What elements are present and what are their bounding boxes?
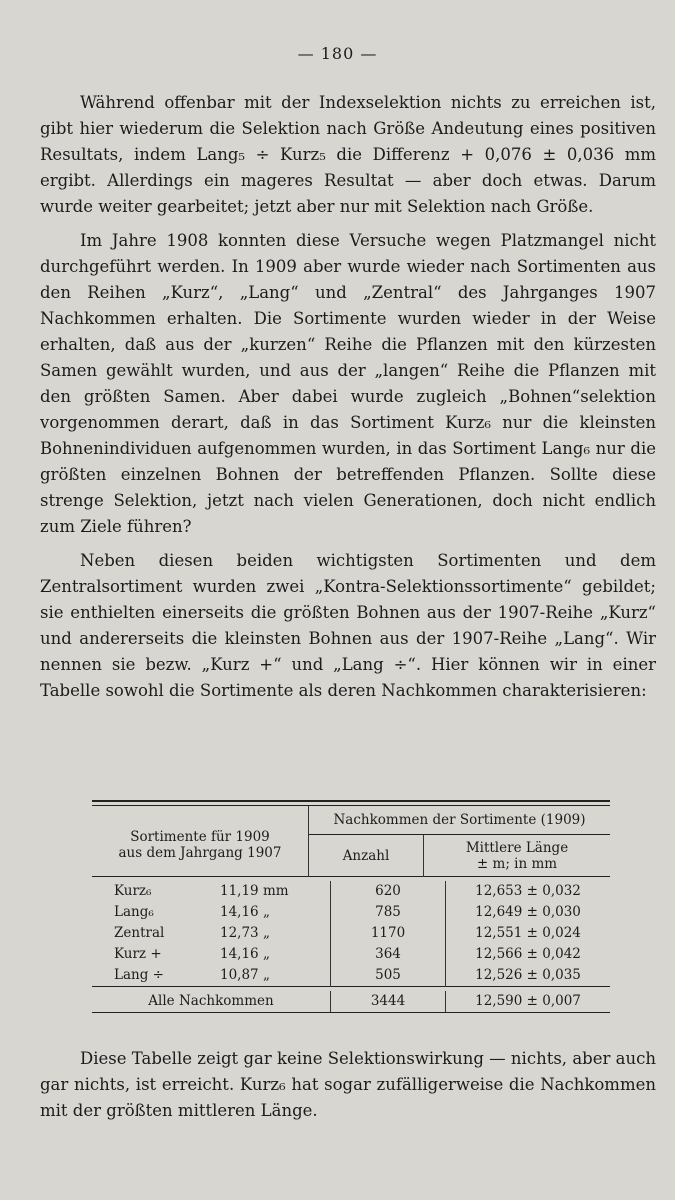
header-laenge <box>424 835 611 877</box>
cell-anzahl: 364 <box>331 944 446 965</box>
cell-anzahl: 620 <box>331 881 446 902</box>
cell-sortiment: Zentral <box>114 925 165 941</box>
cell-total-laenge: 12,590 ± 0,007 <box>475 993 581 1009</box>
cell-laenge: 12,649 ± 0,030 <box>475 904 581 920</box>
paragraph-3: Neben diesen beiden wichtigsten Sortimenten und dem Zentralsortiment wurden zwei „Kontra-Selektionssortimente“ gebildet; sie enthielten einerseits die größten Bohnen aus der 1907-Reihe „Kurz“ und andererseits die kleinsten Bohnen aus der 1907-Reihe „Lang“. Wir nennen sie bezw. „Kurz +“ und „Lang ÷“. Hier können wir in einer Tabelle sowohl die Sortimente als deren Nachkommen charakterisieren: <box>40 551 656 700</box>
cell-laenge: 12,526 ± 0,035 <box>475 967 581 983</box>
table-total-row <box>92 991 610 1012</box>
cell-sortiment: Kurz₆ <box>114 883 152 899</box>
paragraph-4: Diese Tabelle zeigt gar keine Selektionswirkung — nichts, aber auch gar nichts, ist erreicht. Kurz₆ hat sogar zufälligerweise die Nachkommen mit der größten mittleren Länge. <box>40 1049 656 1120</box>
cell-size: 11,19 mm <box>220 881 331 902</box>
header-laenge-line1: Mittlere Länge <box>465 839 569 856</box>
cell-size: 10,87 „ <box>220 965 331 987</box>
header-nachkommen: Nachkommen der Sortimente (1909) <box>309 806 611 835</box>
cell-total-anzahl: 3444 <box>331 991 446 1012</box>
table-row <box>92 923 610 944</box>
page-number: — 180 — <box>297 44 378 63</box>
table-row <box>92 881 610 902</box>
header-sortimente-line2: aus dem Jahrgang 1907 <box>118 845 282 861</box>
cell-anzahl: 1170 <box>331 923 446 944</box>
cell-laenge: 12,551 ± 0,024 <box>475 925 581 941</box>
body-text-after-table <box>40 1046 656 1132</box>
cell-size: 14,16 „ <box>220 944 331 965</box>
table-row <box>92 965 610 987</box>
paragraph-2: Im Jahre 1908 konnten diese Versuche wegen Platzmangel nicht durchgeführt werden. In 1909 aber wurde wieder nach Sortimenten aus den Reihen „Kurz“, „Lang“ und „Zentral“ des Jahrganges 1907 Nachkommen erhalten. Die Sortimente wurden wieder in der Weise erhalten, daß aus der „kurzen“ Reihe die Pflanzen mit den kürzesten Samen gewählt wurden, und aus der „langen“ Reihe die Pflanzen mit den größten Samen. Aber dabei wurde zugleich „Bohnen“selektion vorgenommen derart, daß in das Sortiment Kurz₆ nur die kleinsten Bohnenindividuen aufgenommen wurden, in das Sortiment Lang₆ nur die größten einzelnen Bohnen der betreffenden Pflanzen. Sollte diese strenge Selektion, jetzt nach vielen Generationen, doch nicht endlich zum Ziele führen? <box>40 231 656 536</box>
cell-anzahl: 785 <box>331 902 446 923</box>
table-row <box>92 902 610 923</box>
paragraph-1: Während offenbar mit der Indexselektion nichts zu erreichen ist, gibt hier wiederum die Selektion nach Größe Andeutung eines positiven Resultats, indem Lang₅ ÷ Kurz₅ die Differenz + 0,076 ± 0,036 mm ergibt. Allerdings ein mageres Resultat — aber doch etwas. Darum wurde weiter gearbeitet; jetzt aber nur mit Selektion nach Größe. <box>40 93 656 216</box>
cell-total-label: Alle Nachkommen <box>92 991 331 1012</box>
cell-size: 12,73 „ <box>220 923 331 944</box>
table-bottom-rule <box>92 1012 610 1014</box>
cell-sortiment: Lang₆ <box>114 904 154 920</box>
data-table <box>92 800 610 1014</box>
header-sortimente <box>92 806 309 877</box>
header-sortimente-line1: Sortimente für 1909 <box>130 829 270 845</box>
body-text <box>40 90 656 712</box>
cell-sortiment: Kurz + <box>114 946 162 962</box>
cell-anzahl: 505 <box>331 965 446 987</box>
header-anzahl: Anzahl <box>309 835 424 877</box>
cell-sortiment: Lang ÷ <box>114 967 164 983</box>
cell-laenge: 12,566 ± 0,042 <box>475 946 581 962</box>
header-laenge-line2: ± m; in mm <box>476 855 558 872</box>
table-row <box>92 944 610 965</box>
cell-size: 14,16 „ <box>220 902 331 923</box>
cell-laenge: 12,653 ± 0,032 <box>475 883 581 899</box>
